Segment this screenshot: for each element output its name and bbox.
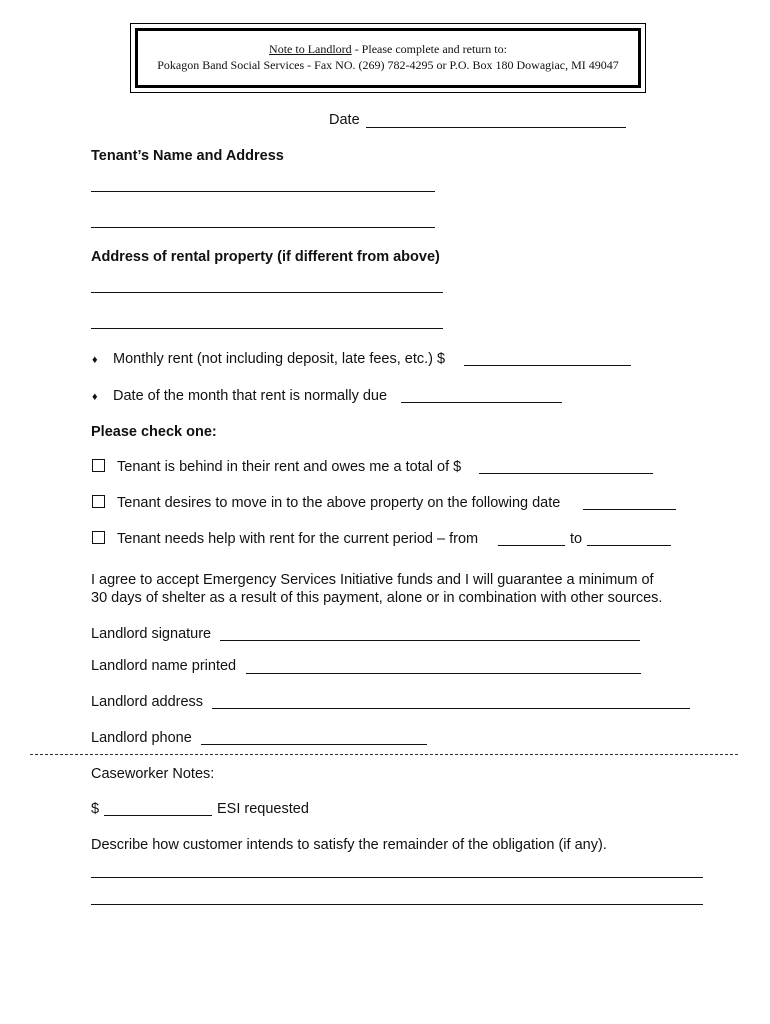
header-note xyxy=(138,42,638,56)
move-in-checkbox[interactable] xyxy=(92,495,105,508)
period-from-field[interactable] xyxy=(498,545,565,546)
note-to-landlord-label: Note to Landlord xyxy=(269,42,352,56)
tenant-heading: Tenant’s Name and Address xyxy=(91,148,284,164)
behind-rent-checkbox[interactable] xyxy=(92,459,105,472)
monthly-rent-field[interactable] xyxy=(464,365,631,366)
landlord-signature-field[interactable] xyxy=(220,640,640,641)
landlord-signature-label: Landlord signature xyxy=(91,626,212,642)
owed-amount-field[interactable] xyxy=(479,473,653,474)
landlord-name-label: Landlord name printed xyxy=(91,658,237,674)
agency-contact-line: Pokagon Band Social Services - Fax NO. (269) 782-4295 or P.O. Box 180 Dowagiac, MI 49047 xyxy=(157,58,619,72)
landlord-name-field[interactable] xyxy=(246,673,641,674)
rental-address-field-2[interactable] xyxy=(91,328,443,329)
describe-obligation-label: Describe how customer intends to satisfy the remainder of the obligation (if any). xyxy=(91,837,607,853)
note-instruction: - Please complete and return to: xyxy=(351,42,507,56)
landlord-phone-field[interactable] xyxy=(201,744,427,745)
landlord-address-label: Landlord address xyxy=(91,694,204,710)
move-in-label: Tenant desires to move in to the above property on the following date xyxy=(117,495,561,511)
date-field[interactable] xyxy=(366,127,626,128)
obligation-notes-field-2[interactable] xyxy=(91,904,703,905)
current-period-label: Tenant needs help with rent for the current period – from xyxy=(117,531,479,547)
bullet-icon: ♦ xyxy=(92,354,98,366)
caseworker-heading: Caseworker Notes: xyxy=(91,766,215,782)
current-period-checkbox[interactable] xyxy=(92,531,105,544)
cut-line-divider xyxy=(30,754,738,755)
monthly-rent-label: Monthly rent (not including deposit, late fees, etc.) $ xyxy=(113,351,446,367)
rent-due-label: Date of the month that rent is normally due xyxy=(113,388,388,404)
landlord-phone-label: Landlord phone xyxy=(91,730,192,746)
esi-dollar-sign: $ xyxy=(91,801,100,817)
behind-rent-label: Tenant is behind in their rent and owes me a total of $ xyxy=(117,459,462,475)
rent-due-field[interactable] xyxy=(401,402,562,403)
date-label: Date xyxy=(329,112,360,128)
bullet-icon: ♦ xyxy=(92,391,98,403)
landlord-address-field[interactable] xyxy=(212,708,690,709)
tenant-address-field[interactable] xyxy=(91,227,435,228)
agreement-line-1: I agree to accept Emergency Services Initiative funds and I will guarantee a minimum of xyxy=(91,572,654,588)
period-to-label: to xyxy=(570,531,583,547)
check-heading: Please check one: xyxy=(91,424,217,440)
period-to-field[interactable] xyxy=(587,545,671,546)
move-in-date-field[interactable] xyxy=(583,509,676,510)
rental-address-field-1[interactable] xyxy=(91,292,443,293)
esi-requested-label: ESI requested xyxy=(217,801,309,817)
rental-heading: Address of rental property (if different from above) xyxy=(91,249,440,265)
esi-amount-field[interactable] xyxy=(104,815,212,816)
header-inner-border xyxy=(135,28,641,88)
agreement-line-2: 30 days of shelter as a result of this payment, alone or in combination with other sources. xyxy=(91,590,663,606)
header-box xyxy=(130,23,646,93)
obligation-notes-field-1[interactable] xyxy=(91,877,703,878)
tenant-name-field[interactable] xyxy=(91,191,435,192)
